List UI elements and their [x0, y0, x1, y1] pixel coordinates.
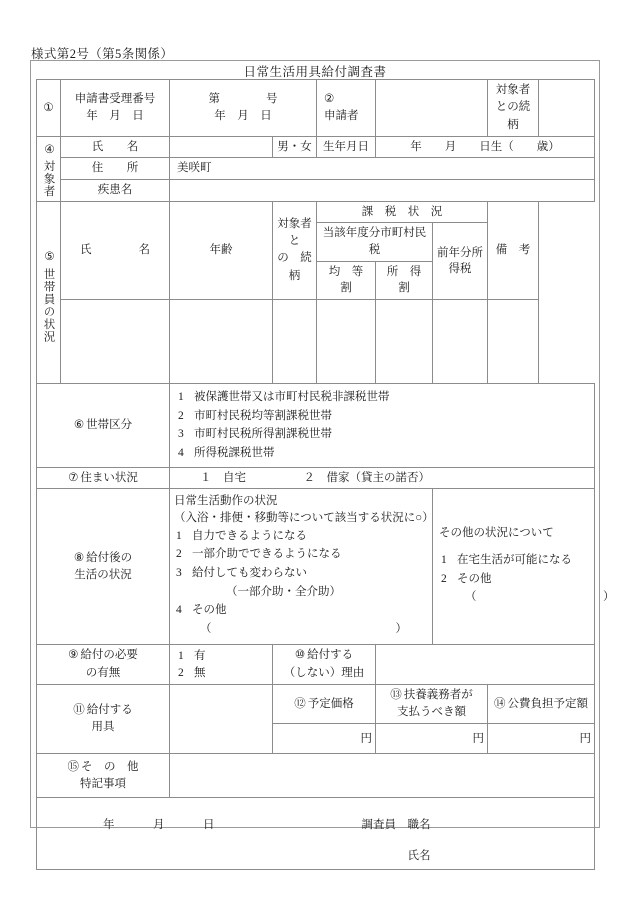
label-grant-reason	[273, 645, 376, 685]
header-tax-status: 課 税 状 況	[317, 201, 488, 223]
daily-living-option-2[interactable]: 2 一部介助でできるようになる	[176, 548, 342, 561]
daily-living-option-4-blank[interactable]: （ ）	[200, 622, 407, 635]
field-applicant-name[interactable]	[376, 80, 488, 137]
field-subject-name[interactable]	[170, 136, 273, 158]
section14-label: 公費負担予定額	[507, 697, 588, 710]
daily-living-option-1[interactable]: 1 自力できるようになる	[176, 529, 307, 542]
row-subject-address	[37, 158, 595, 180]
section12-num: ⑫	[294, 697, 306, 710]
field-per-capita-levy[interactable]	[317, 300, 376, 384]
header-household-age: 年齢	[170, 201, 273, 299]
label-housing-status	[37, 467, 170, 489]
section6-num: ⑥	[73, 419, 85, 432]
section12-label: 予定価格	[307, 697, 354, 710]
household-category-option-4[interactable]: 4 所得税課税世帯	[178, 447, 275, 459]
household-category-option-1[interactable]: 1 被保護世帯又は市町村民税非課税世帯	[178, 391, 390, 404]
field-household-age[interactable]	[170, 300, 273, 384]
field-supporter-payment[interactable]	[376, 724, 488, 754]
receipt-number-line2: 年 月 日	[214, 109, 272, 122]
section6-label: 世帯区分	[86, 419, 133, 432]
label-public-burden	[488, 684, 595, 724]
grant-necessity-option-2[interactable]: 2 無	[178, 666, 206, 679]
field-gender[interactable]: 男・女	[273, 136, 317, 158]
field-receipt-number[interactable]	[170, 80, 317, 137]
household-category-options[interactable]	[170, 384, 595, 468]
document-title: 日常生活用具給付調査書	[243, 65, 387, 79]
relation-label-line2: との続柄	[495, 101, 531, 131]
application-receipt-line1: 申請書受理番号	[74, 92, 156, 105]
label-subject-name: 氏 名	[61, 136, 170, 158]
header-per-capita-levy: 均 等 割	[317, 261, 376, 299]
row-equipment-header	[37, 684, 595, 724]
yen-unit-supporter: 円	[472, 732, 484, 745]
header-income-levy: 所 得 割	[376, 261, 433, 299]
header-municipal-tax: 当該年度分市町村民税	[317, 223, 433, 261]
daily-living-option-4[interactable]: 4 その他	[176, 604, 227, 617]
daily-living-heading-line1: 日常生活動作の状況	[174, 495, 278, 508]
household-category-option-3[interactable]: 3 市町村民税所得割課税世帯	[178, 428, 332, 441]
field-other-notes[interactable]	[170, 754, 595, 798]
row-household-category	[37, 384, 595, 468]
section4-vertical-label	[37, 136, 61, 201]
header-remarks: 備 考	[488, 201, 539, 299]
label-life-after-grant	[37, 489, 170, 645]
other-status-block[interactable]	[433, 489, 615, 645]
row-household-header-1	[37, 201, 595, 223]
footer-signature-cell	[37, 798, 595, 870]
label-applicant	[317, 80, 376, 137]
housing-status-options[interactable]: １ 自宅 ２ 借家（貸主の諾否）	[170, 467, 595, 489]
footer-name-label: 氏名	[407, 849, 431, 862]
survey-form-table	[36, 79, 615, 870]
field-grant-reason[interactable]	[376, 645, 595, 685]
label-application-receipt	[61, 80, 170, 137]
section15-label-line2: 特記事項	[80, 777, 126, 790]
label-applicant-line1: 申請者	[324, 109, 359, 122]
section14-num: ⑭	[494, 697, 506, 710]
other-status-option-2[interactable]: 2 その他	[441, 572, 492, 585]
household-category-option-2[interactable]: 2 市町村民税均等割課税世帯	[178, 409, 332, 422]
label-granted-equipment	[37, 684, 170, 754]
section5-label: 世帯員の状況	[42, 268, 55, 344]
label-applicant-num: ②	[324, 92, 335, 105]
section13-label-line2: 支払うべき額	[397, 706, 466, 719]
section8-label-line2: 生活の状況	[74, 568, 132, 581]
other-status-blank[interactable]: （ ）	[465, 591, 615, 604]
row-household-body	[37, 300, 595, 384]
label-supporter-payment	[376, 684, 488, 724]
footer-date-line[interactable]: 年 月 日	[103, 819, 216, 832]
relation-label-line1: 対象者	[495, 84, 531, 96]
field-income-levy[interactable]	[376, 300, 433, 384]
label-num-1: ①	[37, 80, 61, 137]
grant-necessity-option-1[interactable]: 1 有	[178, 649, 206, 662]
daily-living-status-block[interactable]	[170, 489, 433, 645]
section10-label-line2: （しない）理由	[283, 666, 365, 679]
row-life-after-grant	[37, 489, 595, 645]
label-other-notes	[37, 754, 170, 798]
row-footer-signature	[37, 798, 595, 870]
section4-label: 対象者	[42, 159, 55, 197]
field-relation-to-subject[interactable]	[539, 80, 595, 137]
form-number: 様式第2号（第5条関係）	[31, 47, 174, 61]
field-subject-address[interactable]: 美咲町	[170, 158, 595, 180]
section7-num: ⑦	[68, 471, 79, 484]
label-household-category	[37, 384, 170, 468]
other-status-option-1[interactable]: 1 在宅生活が可能になる	[441, 554, 572, 567]
daily-living-option-3[interactable]: 3 給付しても変わらない	[176, 566, 307, 579]
section8-label-line1: ⑧ 給付後の	[73, 551, 133, 564]
label-relation-to-subject	[488, 80, 539, 137]
header-household-name: 氏 名	[61, 201, 170, 299]
footer-investigator-label: 調査員 職名	[361, 819, 431, 832]
daily-living-option-3-sub: （一部介助・全介助）	[226, 585, 341, 598]
field-estimated-price[interactable]	[273, 724, 376, 754]
field-public-burden[interactable]	[488, 724, 595, 754]
grant-necessity-options[interactable]	[170, 645, 273, 685]
application-receipt-line2: 年 月 日	[86, 109, 144, 122]
section10-label-line1: ⑩ 給付する	[294, 649, 354, 662]
section9-label-line2: の有無	[85, 666, 121, 679]
field-date-of-birth[interactable]: 年 月 日生（ 歳）	[376, 136, 595, 158]
yen-unit-estimated: 円	[360, 732, 372, 745]
field-granted-equipment[interactable]	[170, 684, 273, 754]
row-other-notes	[37, 754, 595, 798]
header-relation-line2: の 続 柄	[277, 252, 324, 282]
row-disease-name	[37, 180, 595, 202]
section9-label-line1: ⑨ 給付の必要	[68, 649, 138, 662]
header-prev-year-income-tax: 前年分所得税	[433, 223, 488, 300]
label-disease-name: 疾患名	[61, 180, 170, 202]
section11-label-line1: ⑪ 給付する	[73, 703, 133, 716]
header-relation-line1: 対象者と	[277, 217, 312, 248]
field-household-relation[interactable]	[273, 300, 317, 384]
section7-label: 住まい状況	[80, 471, 138, 484]
yen-unit-public: 円	[579, 732, 591, 745]
section5-num: ⑤	[42, 249, 55, 265]
section13-label-line1: ⑬ 扶養義務者が	[390, 688, 473, 701]
field-disease-name[interactable]	[170, 180, 595, 202]
label-grant-necessity	[37, 645, 170, 685]
section5-vertical-label	[37, 201, 61, 383]
label-subject-address: 住 所	[61, 158, 170, 180]
section11-label-line2: 用具	[91, 721, 115, 734]
row-grant-necessity	[37, 645, 595, 685]
other-status-heading: その他の状況について	[439, 526, 554, 539]
field-prev-year-income-tax[interactable]	[433, 300, 488, 384]
label-estimated-price	[273, 684, 376, 724]
section15-label-line1: ⑮ そ の 他	[67, 760, 139, 773]
receipt-number-line1: 第 号	[208, 92, 278, 105]
field-household-remarks[interactable]	[488, 300, 539, 384]
row-subject-name	[37, 136, 595, 158]
label-date-of-birth: 生年月日	[317, 136, 376, 158]
row-receipt-number	[37, 80, 595, 137]
header-household-relation	[273, 201, 324, 299]
section4-num: ④	[42, 141, 55, 157]
row-housing-status	[37, 467, 595, 489]
daily-living-heading-line2: （入浴・排便・移動等について該当する状況に○）	[174, 511, 434, 524]
field-household-name[interactable]	[61, 300, 170, 384]
